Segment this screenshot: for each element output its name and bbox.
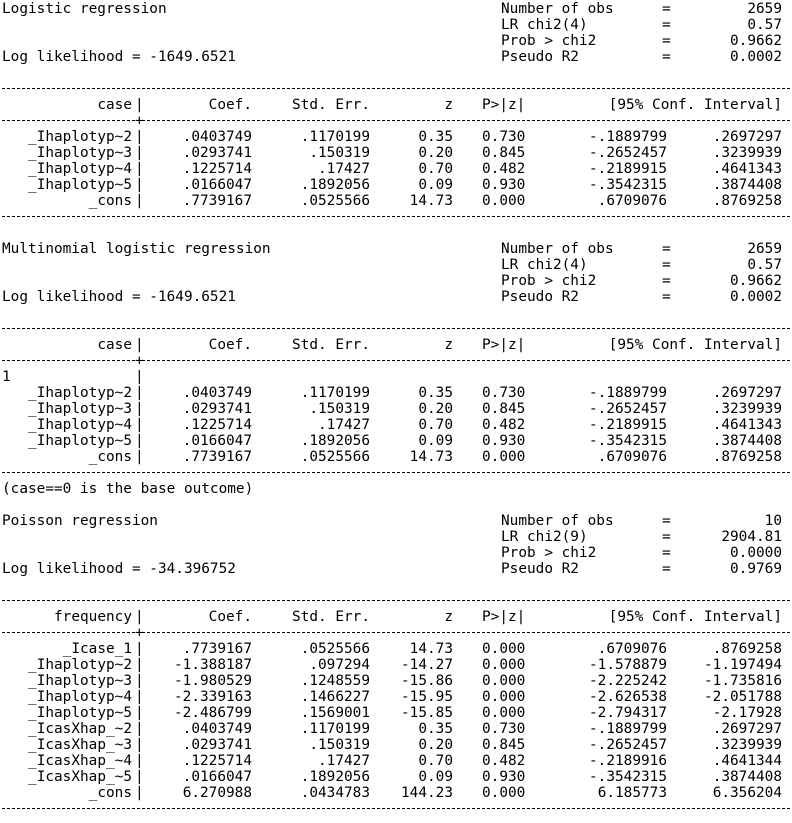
header-rule bbox=[2, 353, 790, 369]
prob-chi2-label: Prob > chi2 bbox=[501, 273, 597, 289]
blank-line bbox=[2, 497, 790, 513]
equals-sign: = bbox=[662, 1, 671, 17]
row-ci-lower: .6709076 bbox=[597, 193, 667, 209]
column-separator: | bbox=[135, 177, 144, 193]
stat-line bbox=[2, 1, 790, 17]
row-coef: .1225714 bbox=[182, 161, 252, 177]
row-p-value: 0.000 bbox=[482, 705, 526, 721]
table-row bbox=[2, 129, 790, 145]
table-row bbox=[2, 673, 790, 689]
table-row bbox=[2, 177, 790, 193]
row-ci-lower: 6.185773 bbox=[597, 785, 667, 801]
row-ci-upper: .3239939 bbox=[712, 145, 782, 161]
column-separator: | bbox=[135, 161, 144, 177]
row-ci-lower: -.2652457 bbox=[589, 737, 667, 753]
table-row bbox=[2, 161, 790, 177]
row-variable: _IcasXhap_~3 bbox=[28, 737, 132, 753]
n-obs-label: Number of obs bbox=[501, 513, 614, 529]
row-p-value: 0.000 bbox=[482, 785, 526, 801]
stat-line bbox=[2, 545, 790, 561]
row-coef: .0403749 bbox=[182, 385, 252, 401]
row-variable: _IcasXhap_~5 bbox=[28, 769, 132, 785]
row-z: 0.09 bbox=[418, 769, 453, 785]
prob-chi2-value: 0.9662 bbox=[730, 273, 782, 289]
row-ci-lower: -.1889799 bbox=[589, 385, 667, 401]
row-z: 14.73 bbox=[409, 641, 453, 657]
row-std-err: .1569001 bbox=[300, 705, 370, 721]
column-separator: | bbox=[135, 705, 144, 721]
n-obs-label: Number of obs bbox=[501, 1, 614, 17]
table-row bbox=[2, 449, 790, 465]
stat-line bbox=[2, 33, 790, 49]
row-ci-lower: -.2189915 bbox=[589, 161, 667, 177]
column-separator: | bbox=[135, 193, 144, 209]
row-variable: _cons bbox=[88, 193, 132, 209]
column-separator: | bbox=[135, 689, 144, 705]
row-coef: .7739167 bbox=[182, 641, 252, 657]
dashed-rule bbox=[2, 600, 790, 601]
column-separator: | bbox=[135, 753, 144, 769]
row-p-value: 0.730 bbox=[482, 129, 526, 145]
rule-junction: + bbox=[135, 113, 144, 129]
row-ci-upper: .3874408 bbox=[712, 433, 782, 449]
row-p-value: 0.482 bbox=[482, 417, 526, 433]
row-variable: _Ihaplotyp~4 bbox=[28, 689, 132, 705]
table-header bbox=[2, 97, 790, 113]
dashed-rule bbox=[2, 472, 790, 473]
equals-sign: = bbox=[662, 49, 671, 65]
stat-line bbox=[2, 513, 790, 529]
row-std-err: .17427 bbox=[318, 161, 370, 177]
equals-sign: = bbox=[662, 289, 671, 305]
n-obs-value: 10 bbox=[764, 513, 782, 529]
row-ci-lower: -.2189915 bbox=[589, 417, 667, 433]
row-coef: .1225714 bbox=[182, 417, 252, 433]
se-header: Std. Err. bbox=[292, 337, 370, 353]
row-ci-upper: .3239939 bbox=[712, 737, 782, 753]
row-z: 14.73 bbox=[409, 193, 453, 209]
p-header: P>|z| bbox=[482, 337, 526, 353]
row-ci-lower: .6709076 bbox=[597, 641, 667, 657]
row-variable: _Ihaplotyp~5 bbox=[28, 433, 132, 449]
equals-sign: = bbox=[662, 561, 671, 577]
column-separator: | bbox=[135, 369, 144, 385]
row-ci-upper: -2.051788 bbox=[704, 689, 782, 705]
row-std-err: .0525566 bbox=[300, 449, 370, 465]
dashed-rule bbox=[2, 808, 790, 809]
coef-header: Coef. bbox=[208, 97, 252, 113]
table-row bbox=[2, 385, 790, 401]
row-ci-upper: .2697297 bbox=[712, 129, 782, 145]
row-variable: _Icase_1 bbox=[62, 641, 132, 657]
row-coef: .0293741 bbox=[182, 737, 252, 753]
row-ci-upper: .8769258 bbox=[712, 641, 782, 657]
table-row bbox=[2, 641, 790, 657]
row-variable: _Ihaplotyp~4 bbox=[28, 417, 132, 433]
row-variable: _cons bbox=[88, 785, 132, 801]
column-separator: | bbox=[135, 417, 144, 433]
row-p-value: 0.930 bbox=[482, 769, 526, 785]
row-p-value: 0.845 bbox=[482, 401, 526, 417]
pseudo-r2-value: 0.9769 bbox=[730, 561, 782, 577]
column-separator: | bbox=[135, 785, 144, 801]
row-std-err: .097294 bbox=[309, 657, 370, 673]
row-std-err: .150319 bbox=[309, 401, 370, 417]
column-separator: | bbox=[135, 737, 144, 753]
row-variable: _IcasXhap_~4 bbox=[28, 753, 132, 769]
lr-chi2-label: LR chi2(4) bbox=[501, 17, 588, 33]
row-coef: .1225714 bbox=[182, 753, 252, 769]
table-row bbox=[2, 753, 790, 769]
z-header: z bbox=[444, 97, 453, 113]
row-z: 0.09 bbox=[418, 433, 453, 449]
row-z: 0.35 bbox=[418, 385, 453, 401]
row-ci-upper: .4641344 bbox=[712, 753, 782, 769]
p-header: P>|z| bbox=[482, 97, 526, 113]
row-variable: _Ihaplotyp~3 bbox=[28, 145, 132, 161]
row-ci-upper: .3239939 bbox=[712, 401, 782, 417]
table-row bbox=[2, 721, 790, 737]
row-coef: -1.388187 bbox=[174, 657, 252, 673]
rule-junction: + bbox=[135, 353, 144, 369]
row-std-err: .1170199 bbox=[300, 721, 370, 737]
dashed-rule bbox=[2, 120, 790, 121]
row-z: 0.20 bbox=[418, 145, 453, 161]
column-separator: | bbox=[135, 401, 144, 417]
table-row bbox=[2, 689, 790, 705]
row-std-err: .1892056 bbox=[300, 177, 370, 193]
row-p-value: 0.000 bbox=[482, 641, 526, 657]
row-std-err: .17427 bbox=[318, 753, 370, 769]
table-row bbox=[2, 401, 790, 417]
dashed-rule bbox=[2, 88, 790, 89]
outcome-label: 1 bbox=[2, 369, 11, 385]
dashed-rule bbox=[2, 216, 790, 217]
row-z: 0.70 bbox=[418, 753, 453, 769]
dashed-rule bbox=[2, 632, 790, 633]
row-p-value: 0.845 bbox=[482, 145, 526, 161]
row-z: 0.20 bbox=[418, 737, 453, 753]
log-likelihood: Log likelihood = -1649.6521 bbox=[2, 49, 236, 65]
model-title: Multinomial logistic regression bbox=[2, 241, 271, 257]
stat-line bbox=[2, 241, 790, 257]
row-variable: _Ihaplotyp~4 bbox=[28, 161, 132, 177]
n-obs-value: 2659 bbox=[747, 241, 782, 257]
row-ci-upper: 6.356204 bbox=[712, 785, 782, 801]
row-coef: .7739167 bbox=[182, 449, 252, 465]
table-row bbox=[2, 705, 790, 721]
column-separator: | bbox=[135, 769, 144, 785]
row-coef: .0166047 bbox=[182, 177, 252, 193]
n-obs-value: 2659 bbox=[747, 1, 782, 17]
row-coef: .7739167 bbox=[182, 193, 252, 209]
row-ci-upper: .8769258 bbox=[712, 193, 782, 209]
log-likelihood: Log likelihood = -34.396752 bbox=[2, 561, 236, 577]
lr-chi2-value: 2904.81 bbox=[721, 529, 782, 545]
row-z: -15.85 bbox=[401, 705, 453, 721]
stat-line bbox=[2, 257, 790, 273]
row-std-err: .1170199 bbox=[300, 129, 370, 145]
row-std-err: .0525566 bbox=[300, 193, 370, 209]
prob-chi2-label: Prob > chi2 bbox=[501, 33, 597, 49]
table-row bbox=[2, 193, 790, 209]
row-ci-upper: .3874408 bbox=[712, 177, 782, 193]
table-row bbox=[2, 785, 790, 801]
row-ci-lower: -1.578879 bbox=[589, 657, 667, 673]
row-z: 144.23 bbox=[401, 785, 453, 801]
row-ci-upper: .4641343 bbox=[712, 161, 782, 177]
column-separator: | bbox=[135, 609, 144, 625]
row-variable: _cons bbox=[88, 449, 132, 465]
equals-sign: = bbox=[662, 17, 671, 33]
row-ci-lower: -2.225242 bbox=[589, 673, 667, 689]
stata-output bbox=[2, 1, 790, 817]
row-std-err: .1170199 bbox=[300, 385, 370, 401]
row-ci-upper: -1.197494 bbox=[704, 657, 782, 673]
row-z: 0.35 bbox=[418, 129, 453, 145]
n-obs-label: Number of obs bbox=[501, 241, 614, 257]
stat-line bbox=[2, 17, 790, 33]
row-std-err: .1892056 bbox=[300, 433, 370, 449]
coef-header: Coef. bbox=[208, 337, 252, 353]
column-separator: | bbox=[135, 385, 144, 401]
row-p-value: 0.930 bbox=[482, 433, 526, 449]
row-ci-lower: -.2652457 bbox=[589, 401, 667, 417]
row-variable: _Ihaplotyp~2 bbox=[28, 129, 132, 145]
row-ci-lower: -2.626538 bbox=[589, 689, 667, 705]
row-ci-lower: -.1889799 bbox=[589, 129, 667, 145]
row-ci-lower: -.3542315 bbox=[589, 433, 667, 449]
row-p-value: 0.000 bbox=[482, 657, 526, 673]
row-variable: _Ihaplotyp~3 bbox=[28, 401, 132, 417]
row-variable: _IcasXhap_~2 bbox=[28, 721, 132, 737]
row-ci-lower: -.1889799 bbox=[589, 721, 667, 737]
prob-chi2-value: 0.0000 bbox=[730, 545, 782, 561]
model-title: Poisson regression bbox=[2, 513, 158, 529]
row-coef: .0293741 bbox=[182, 401, 252, 417]
row-p-value: 0.730 bbox=[482, 385, 526, 401]
stat-line bbox=[2, 289, 790, 305]
prob-chi2-label: Prob > chi2 bbox=[501, 545, 597, 561]
row-z: -15.86 bbox=[401, 673, 453, 689]
row-z: 0.20 bbox=[418, 401, 453, 417]
lr-chi2-label: LR chi2(4) bbox=[501, 257, 588, 273]
row-coef: .0403749 bbox=[182, 721, 252, 737]
table-header bbox=[2, 337, 790, 353]
row-ci-lower: .6709076 bbox=[597, 449, 667, 465]
row-variable: _Ihaplotyp~3 bbox=[28, 673, 132, 689]
model-title: Logistic regression bbox=[2, 1, 167, 17]
lr-chi2-label: LR chi2(9) bbox=[501, 529, 588, 545]
se-header: Std. Err. bbox=[292, 609, 370, 625]
row-coef: -2.486799 bbox=[174, 705, 252, 721]
equation-label bbox=[2, 369, 790, 385]
row-ci-lower: -.3542315 bbox=[589, 177, 667, 193]
row-z: 14.73 bbox=[409, 449, 453, 465]
row-p-value: 0.730 bbox=[482, 721, 526, 737]
row-ci-upper: .3874408 bbox=[712, 769, 782, 785]
lr-chi2-value: 0.57 bbox=[747, 257, 782, 273]
footnote bbox=[2, 481, 790, 497]
stat-line bbox=[2, 49, 790, 65]
row-ci-upper: .4641343 bbox=[712, 417, 782, 433]
column-separator: | bbox=[135, 337, 144, 353]
stat-line bbox=[2, 561, 790, 577]
row-variable: _Ihaplotyp~5 bbox=[28, 705, 132, 721]
header-rule bbox=[2, 625, 790, 641]
row-ci-upper: .2697297 bbox=[712, 385, 782, 401]
lr-chi2-value: 0.57 bbox=[747, 17, 782, 33]
blank-line bbox=[2, 225, 790, 241]
top-rule bbox=[2, 593, 790, 609]
row-variable: _Ihaplotyp~2 bbox=[28, 657, 132, 673]
row-p-value: 0.482 bbox=[482, 161, 526, 177]
row-coef: 6.270988 bbox=[182, 785, 252, 801]
depvar-header: frequency bbox=[54, 609, 132, 625]
column-separator: | bbox=[135, 673, 144, 689]
equals-sign: = bbox=[662, 33, 671, 49]
row-z: 0.70 bbox=[418, 417, 453, 433]
row-ci-upper: -2.17928 bbox=[712, 705, 782, 721]
prob-chi2-value: 0.9662 bbox=[730, 33, 782, 49]
row-variable: _Ihaplotyp~5 bbox=[28, 177, 132, 193]
ci-header: [95% Conf. Interval] bbox=[608, 97, 782, 113]
z-header: z bbox=[444, 609, 453, 625]
row-std-err: .150319 bbox=[309, 737, 370, 753]
column-separator: | bbox=[135, 641, 144, 657]
column-separator: | bbox=[135, 657, 144, 673]
table-row bbox=[2, 769, 790, 785]
blank-line bbox=[2, 577, 790, 593]
row-coef: -2.339163 bbox=[174, 689, 252, 705]
row-ci-upper: .2697297 bbox=[712, 721, 782, 737]
table-row bbox=[2, 145, 790, 161]
pseudo-r2-label: Pseudo R2 bbox=[501, 561, 579, 577]
row-ci-upper: .8769258 bbox=[712, 449, 782, 465]
table-row bbox=[2, 737, 790, 753]
table-row bbox=[2, 433, 790, 449]
row-p-value: 0.000 bbox=[482, 673, 526, 689]
base-outcome-note: (case==0 is the base outcome) bbox=[2, 481, 254, 497]
equals-sign: = bbox=[662, 241, 671, 257]
row-std-err: .1466227 bbox=[300, 689, 370, 705]
row-std-err: .150319 bbox=[309, 145, 370, 161]
equals-sign: = bbox=[662, 529, 671, 545]
bottom-rule bbox=[2, 465, 790, 481]
dashed-rule bbox=[2, 360, 790, 361]
column-separator: | bbox=[135, 97, 144, 113]
row-coef: .0166047 bbox=[182, 769, 252, 785]
blank-line bbox=[2, 305, 790, 321]
p-header: P>|z| bbox=[482, 609, 526, 625]
row-std-err: .0525566 bbox=[300, 641, 370, 657]
blank-line bbox=[2, 65, 790, 81]
ci-header: [95% Conf. Interval] bbox=[608, 609, 782, 625]
row-variable: _Ihaplotyp~2 bbox=[28, 385, 132, 401]
row-coef: .0403749 bbox=[182, 129, 252, 145]
row-ci-upper: -1.735816 bbox=[704, 673, 782, 689]
row-ci-lower: -.2652457 bbox=[589, 145, 667, 161]
depvar-header: case bbox=[97, 97, 132, 113]
coef-header: Coef. bbox=[208, 609, 252, 625]
ci-header: [95% Conf. Interval] bbox=[608, 337, 782, 353]
table-row bbox=[2, 657, 790, 673]
row-ci-lower: -.2189916 bbox=[589, 753, 667, 769]
pseudo-r2-value: 0.0002 bbox=[730, 289, 782, 305]
row-p-value: 0.845 bbox=[482, 737, 526, 753]
stat-line bbox=[2, 273, 790, 289]
dashed-rule bbox=[2, 328, 790, 329]
stat-line bbox=[2, 529, 790, 545]
row-ci-lower: -.3542315 bbox=[589, 769, 667, 785]
pseudo-r2-label: Pseudo R2 bbox=[501, 49, 579, 65]
row-z: 0.70 bbox=[418, 161, 453, 177]
depvar-header: case bbox=[97, 337, 132, 353]
z-header: z bbox=[444, 337, 453, 353]
table-header bbox=[2, 609, 790, 625]
row-z: 0.35 bbox=[418, 721, 453, 737]
log-likelihood: Log likelihood = -1649.6521 bbox=[2, 289, 236, 305]
row-p-value: 0.482 bbox=[482, 753, 526, 769]
row-z: -15.95 bbox=[401, 689, 453, 705]
row-std-err: .1248559 bbox=[300, 673, 370, 689]
row-p-value: 0.000 bbox=[482, 689, 526, 705]
bottom-rule bbox=[2, 209, 790, 225]
row-std-err: .17427 bbox=[318, 417, 370, 433]
column-separator: | bbox=[135, 449, 144, 465]
column-separator: | bbox=[135, 129, 144, 145]
row-coef: .0166047 bbox=[182, 433, 252, 449]
table-row bbox=[2, 417, 790, 433]
rule-junction: + bbox=[135, 625, 144, 641]
column-separator: | bbox=[135, 721, 144, 737]
top-rule bbox=[2, 321, 790, 337]
row-p-value: 0.000 bbox=[482, 449, 526, 465]
se-header: Std. Err. bbox=[292, 97, 370, 113]
top-rule bbox=[2, 81, 790, 97]
equals-sign: = bbox=[662, 273, 671, 289]
row-z: 0.09 bbox=[418, 177, 453, 193]
row-coef: -1.980529 bbox=[174, 673, 252, 689]
row-p-value: 0.930 bbox=[482, 177, 526, 193]
equals-sign: = bbox=[662, 545, 671, 561]
column-separator: | bbox=[135, 433, 144, 449]
bottom-rule bbox=[2, 801, 790, 817]
row-std-err: .0434783 bbox=[300, 785, 370, 801]
row-z: -14.27 bbox=[401, 657, 453, 673]
column-separator: | bbox=[135, 145, 144, 161]
equals-sign: = bbox=[662, 257, 671, 273]
pseudo-r2-value: 0.0002 bbox=[730, 49, 782, 65]
row-std-err: .1892056 bbox=[300, 769, 370, 785]
row-coef: .0293741 bbox=[182, 145, 252, 161]
row-p-value: 0.000 bbox=[482, 193, 526, 209]
header-rule bbox=[2, 113, 790, 129]
pseudo-r2-label: Pseudo R2 bbox=[501, 289, 579, 305]
row-ci-lower: -2.794317 bbox=[589, 705, 667, 721]
equals-sign: = bbox=[662, 513, 671, 529]
